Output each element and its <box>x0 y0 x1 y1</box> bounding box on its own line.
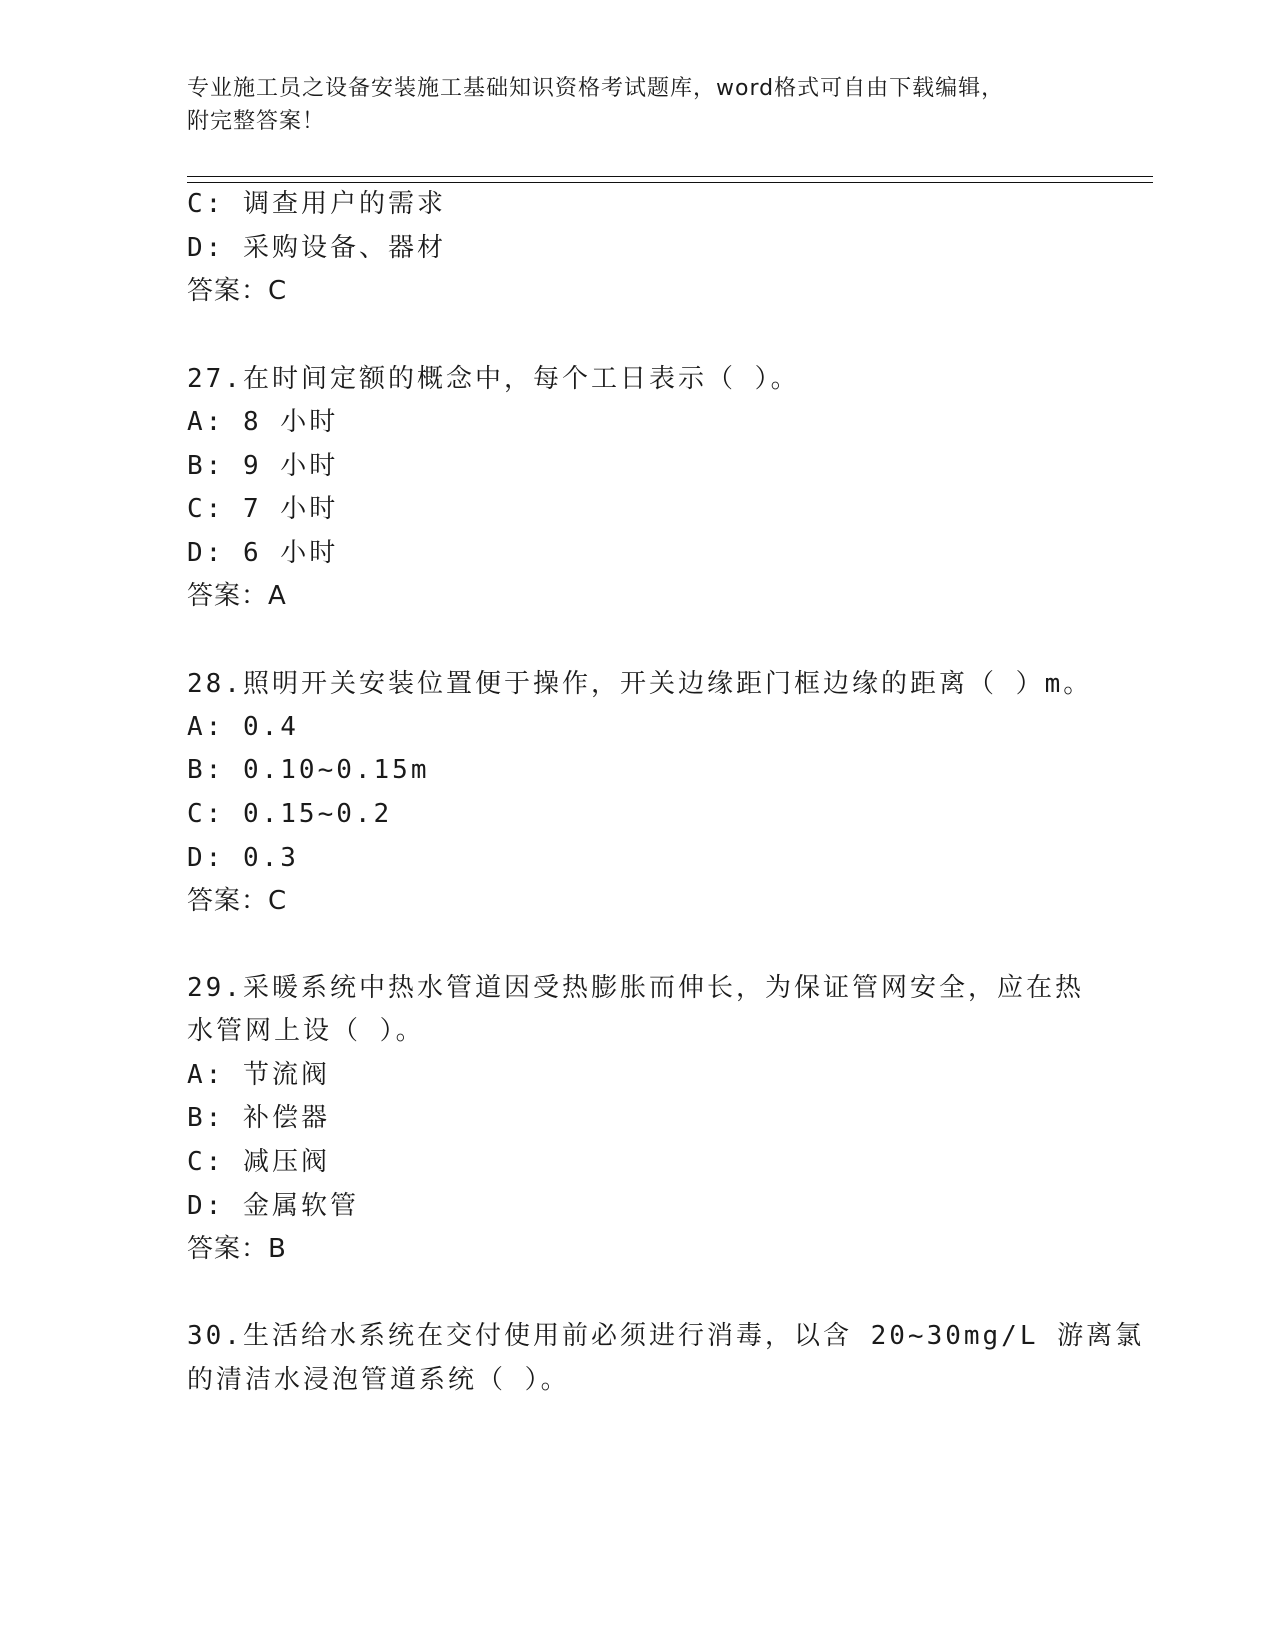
header-title-line-1: 专业施工员之设备安装施工基础知识资格考试题库，word格式可自由下载编辑， <box>187 76 1005 101</box>
q30-stem-line-2: 的清洁水浸泡管道系统（ ）。 <box>187 1365 570 1395</box>
q27-stem: 27.在时间定额的概念中，每个工日表示（ ）。 <box>187 364 800 394</box>
q28-answer: 答案：C <box>187 886 288 916</box>
prev-option-c: C: 调查用户的需求 <box>187 189 446 219</box>
prev-option-d: D: 采购设备、器材 <box>187 233 446 263</box>
q28-option-b: B: 0.10~0.15m <box>187 755 430 785</box>
q28-stem: 28.照明开关安装位置便于操作，开关边缘距门框边缘的距离（ ）m。 <box>187 669 1093 699</box>
q29-option-c: C: 减压阀 <box>187 1147 330 1177</box>
q27-option-a: A: 8 小时 <box>187 407 339 437</box>
q29-option-d: D: 金属软管 <box>187 1191 359 1221</box>
q29-option-b: B: 补偿器 <box>187 1103 330 1133</box>
q28-option-a: A: 0.4 <box>187 712 299 742</box>
q29-option-a: A: 节流阀 <box>187 1060 330 1090</box>
q27-option-b: B: 9 小时 <box>187 451 339 481</box>
q27-answer: 答案：A <box>187 581 287 611</box>
q27-option-c: C: 7 小时 <box>187 494 339 524</box>
q28-option-c: C: 0.15~0.2 <box>187 799 393 829</box>
header-divider-top <box>187 176 1153 177</box>
q29-answer: 答案：B <box>187 1234 287 1264</box>
prev-answer: 答案：C <box>187 276 288 306</box>
q27-option-d: D: 6 小时 <box>187 538 339 568</box>
header-title-line-2: 附完整答案！ <box>187 109 326 134</box>
q29-stem-line-1: 29.采暖系统中热水管道因受热膨胀而伸长，为保证管网安全，应在热 <box>187 973 1084 1003</box>
header-divider-bottom <box>187 182 1153 183</box>
q28-option-d: D: 0.3 <box>187 843 299 873</box>
document-header <box>187 72 1087 138</box>
q30-stem-line-1: 30.生活给水系统在交付使用前必须进行消毒，以含 20~30mg/L 游离氯 <box>187 1321 1145 1351</box>
q29-stem-line-2: 水管网上设（ ）。 <box>187 1016 425 1046</box>
